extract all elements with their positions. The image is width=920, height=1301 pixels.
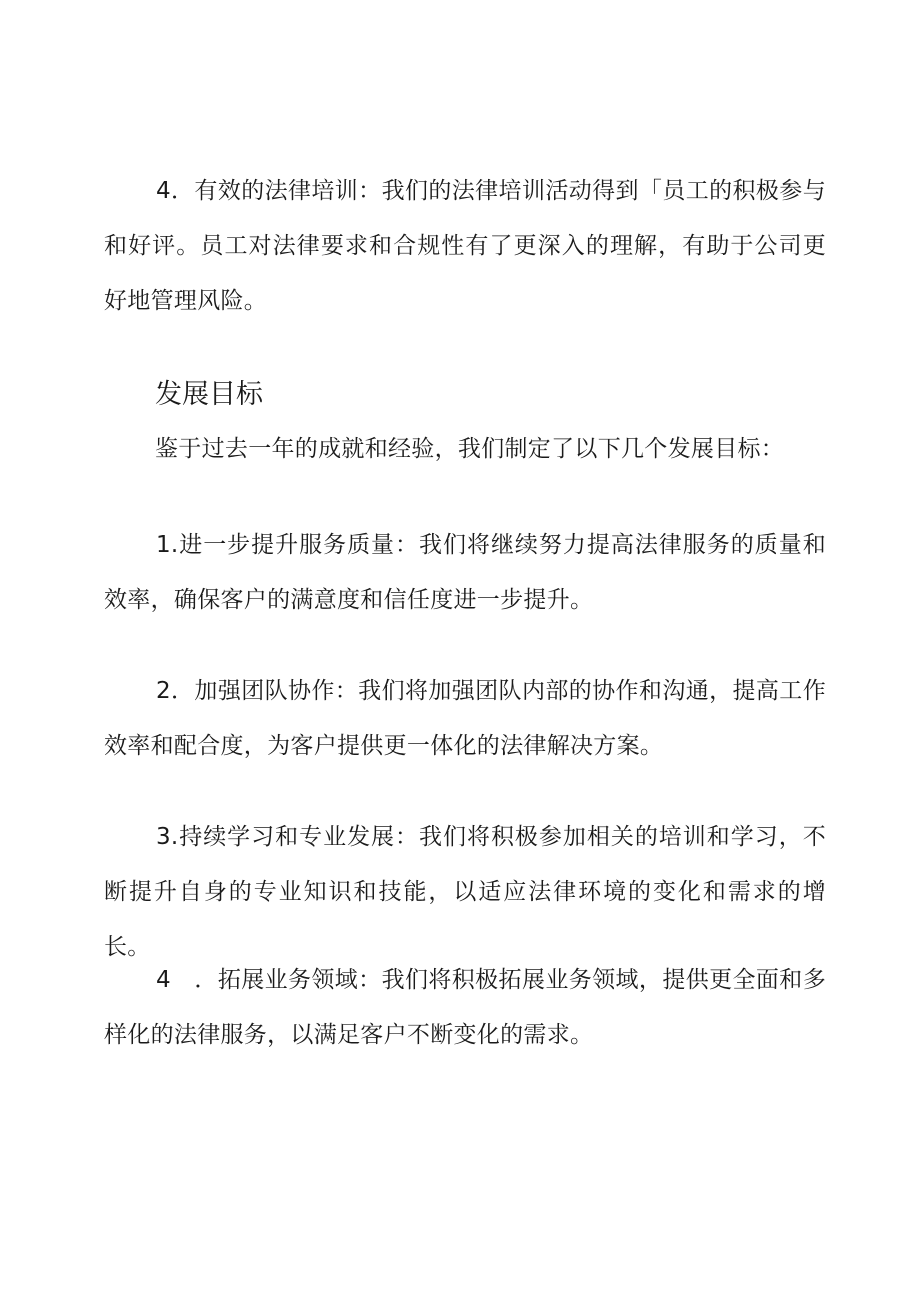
goal-item-business-expansion: 4 ．拓展业务领域：我们将积极拓展业务领域，提供更全面和多样化的法律服务，以满足客户不断变化的需求。 xyxy=(104,967,826,1048)
paragraph-effective-legal-training: 4．有效的法律培训：我们的法律培训活动得到「员工的积极参与和好评。员工对法律要求和合规性有了更深入的理解，有助于公司更好地管理风险。 xyxy=(104,178,826,314)
goal-item-continuous-learning: 3.持续学习和专业发展：我们将积极参加相关的培训和学习，不断提升自身的专业知识和技能，以适应法律环境的变化和需求的增长。 xyxy=(104,824,826,960)
section-heading: 发展目标 xyxy=(155,379,263,410)
goal-item-team-collaboration: 2．加强团队协作：我们将加强团队内部的协作和沟通，提高工作效率和配合度，为客户提供更一体化的法律解决方案。 xyxy=(104,678,826,759)
goal-item-service-quality: 1.进一步提升服务质量：我们将继续努力提高法律服务的质量和效率，确保客户的满意度和信任度进一步提升。 xyxy=(104,532,826,613)
section-intro: 鉴于过去一年的成就和经验，我们制定了以下几个发展目标： xyxy=(155,436,785,462)
